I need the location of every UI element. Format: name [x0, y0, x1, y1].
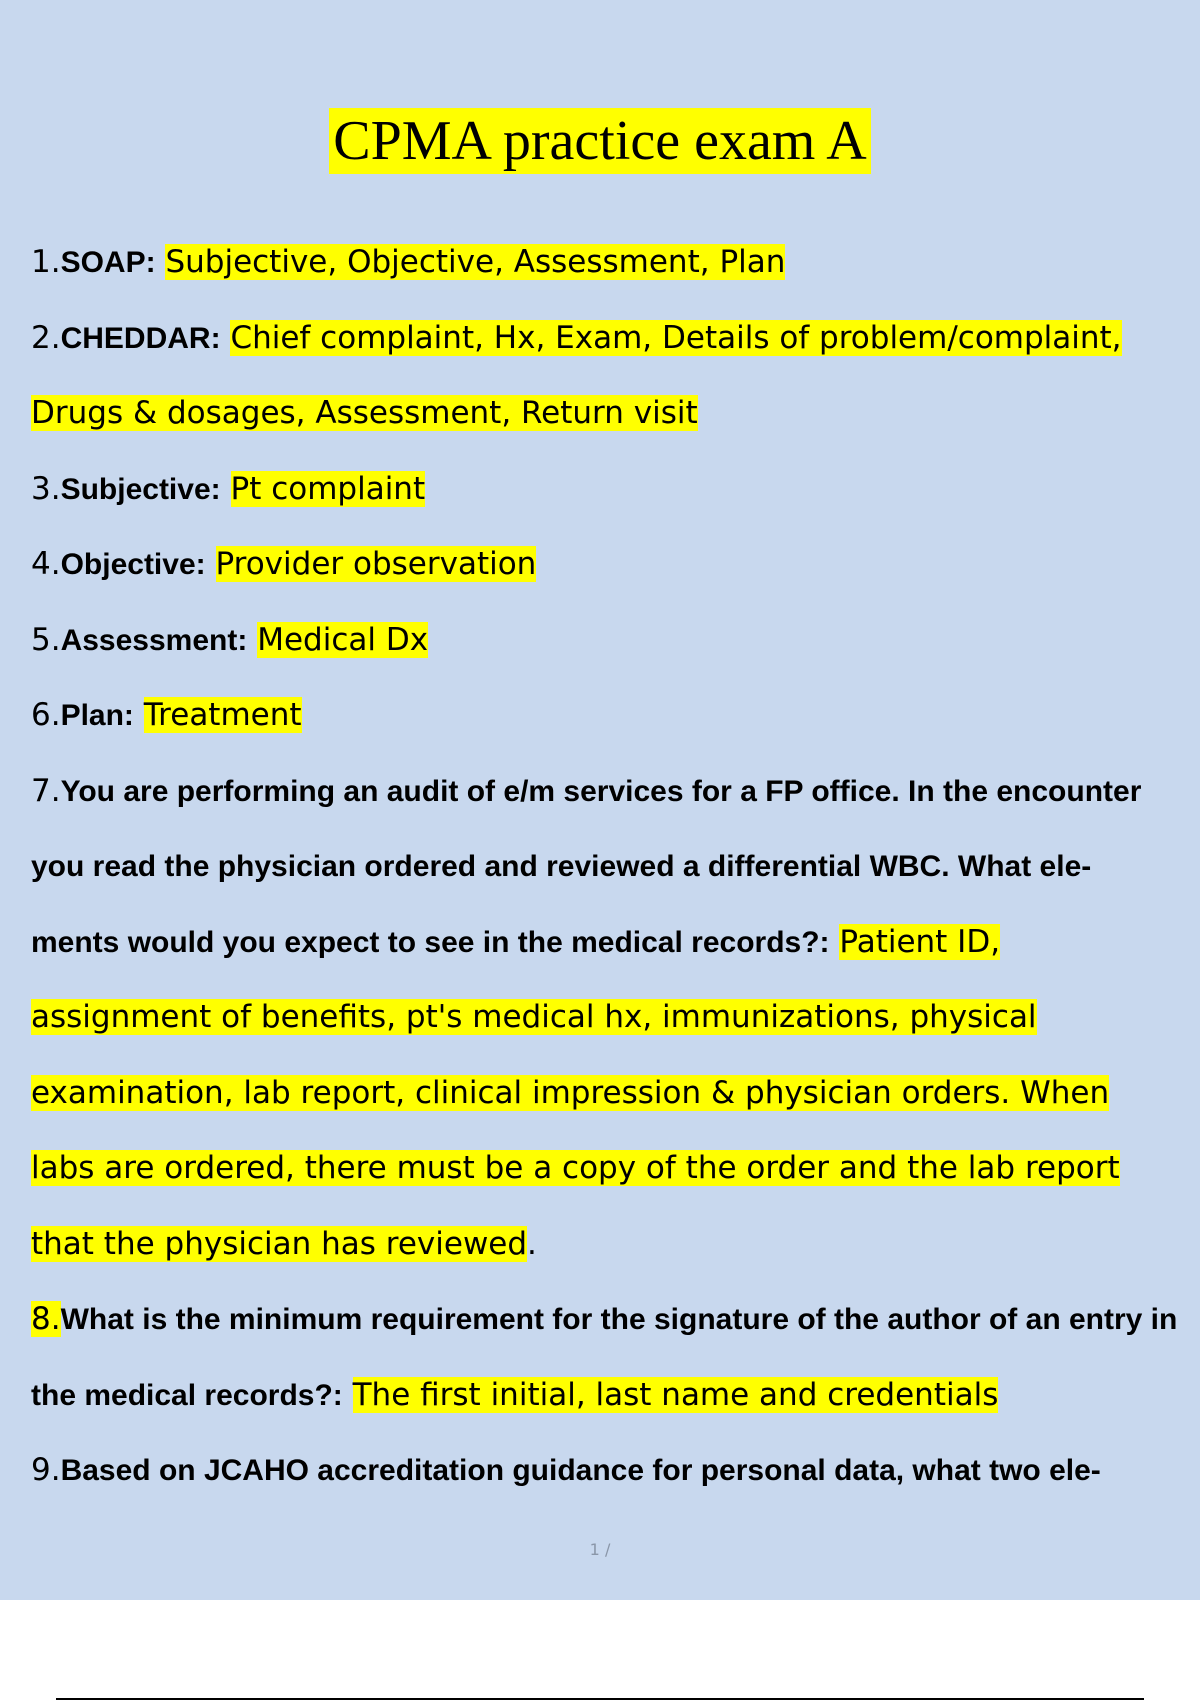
answer-text: Pt complaint: [230, 470, 426, 507]
question-text: What is the minimum requirement for the signature of the author of an entry in the medical records?:: [31, 1303, 1178, 1412]
item-number: 1.: [31, 244, 61, 280]
page-marker: 1 /: [589, 1540, 611, 1559]
question-text: Based on JCAHO accreditation guidance for personal data, what two ele-: [60, 1454, 1101, 1487]
item-number: 2.: [31, 319, 61, 356]
list-item: [31, 603, 1181, 679]
item-number: 5.: [31, 621, 61, 658]
page-title: CPMA practice exam A: [329, 108, 870, 174]
answer-tail: .: [527, 1225, 537, 1262]
answer-text: Treatment: [143, 697, 302, 733]
list-item: [31, 754, 1181, 1283]
item-number: 6.: [31, 697, 61, 733]
item-number: 8.: [31, 1301, 61, 1337]
item-number: 3.: [31, 470, 61, 507]
question-text: Subjective:: [60, 472, 221, 506]
item-number: 7.: [31, 772, 61, 809]
question-text: Objective:: [60, 548, 206, 581]
answer-text: Subjective, Objective, Assessment, Plan: [165, 244, 786, 280]
list-item: [31, 678, 1181, 754]
answer-text: The first initial, last name and credentials: [352, 1376, 999, 1413]
title-wrap: [0, 108, 1200, 174]
list-item: [31, 225, 1181, 301]
list-item: [31, 1433, 1181, 1509]
question-list: [31, 225, 1181, 1509]
question-text: You are performing an audit of e/m services for a FP office. In the encounter you read the physician ordered and reviewed a differential WBC. What ele- ments would you expect to see in the medical records?:: [31, 774, 1142, 959]
answer-text: Chief complaint, Hx, Exam, Details of problem/complaint, Drugs & dosages, Assessment, Return visit: [31, 319, 1122, 431]
question-text: CHEDDAR:: [60, 321, 221, 355]
answer-text: Medical Dx: [257, 621, 429, 658]
question-text: Plan:: [60, 699, 134, 732]
list-item: [31, 452, 1181, 528]
item-number: 9.: [31, 1452, 61, 1488]
answer-text: Patient ID, assignment of benefits, pt's medical hx, immunizations, physical examination, lab report, clinical impression & physician orders. When labs are ordered, there must be a copy of the order and the lab report that the physician has reviewed: [31, 923, 1120, 1262]
item-number: 4.: [31, 546, 61, 582]
question-text: Assessment:: [60, 623, 248, 657]
question-text: SOAP:: [60, 246, 156, 279]
list-item: [31, 527, 1181, 603]
answer-text: Provider observation: [215, 546, 537, 582]
list-item: [31, 301, 1181, 452]
list-item: [31, 1282, 1181, 1433]
